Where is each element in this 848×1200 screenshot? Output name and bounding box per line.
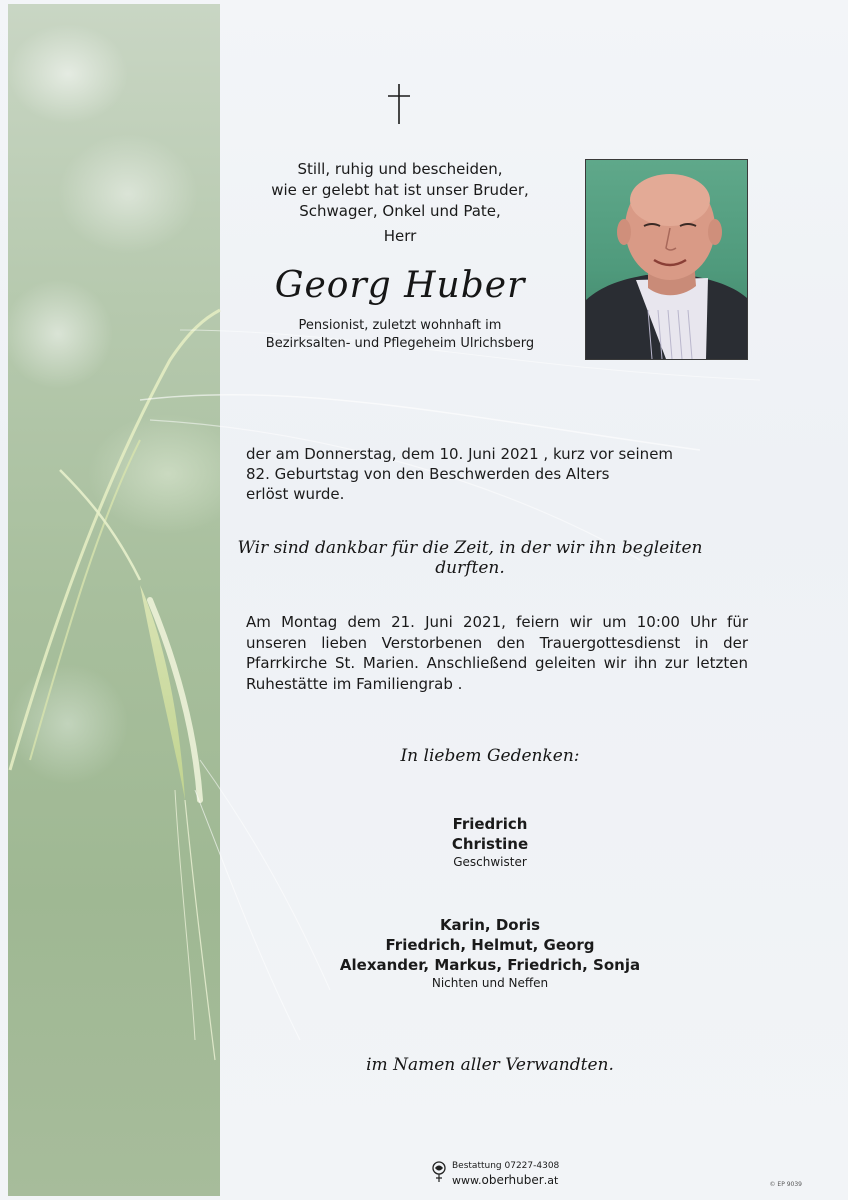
service-announcement: Am Montag dem 21. Juni 2021, feiern wir um 10:00 Uhr für unseren lieben Verstorbenen den Trauergottesdienst in der Pfarrkirche St. Marien. Anschließend geleiten wir ihn zur letzten Ruhestätte im Familiengrab . (246, 613, 748, 693)
portrait-photo (585, 159, 748, 360)
deceased-name: Georg Huber (274, 265, 526, 306)
latin-cross-icon (386, 84, 412, 124)
mourner-group-siblings (380, 814, 600, 870)
mourner-name: Karin, Doris (439, 916, 541, 934)
intro-verse (250, 159, 550, 222)
funeral-home-logo-icon (430, 1160, 450, 1184)
company-url[interactable] (452, 1173, 558, 1187)
verse-line: Schwager, Onkel und Pate, (299, 202, 501, 220)
company-prefix: Bestattung (452, 1161, 502, 1171)
mourner-name: Alexander, Markus, Friedrich, Sonja (339, 956, 641, 974)
portrait-illustration (586, 160, 747, 359)
url-suffix: .at (543, 1174, 559, 1187)
document-code: © EP 9039 (769, 1181, 802, 1188)
occupation-line: Pensionist, zuletzt wohnhaft im (298, 318, 502, 333)
mourner-name: Friedrich (452, 815, 528, 833)
company-phone: 07227-4308 (504, 1161, 560, 1171)
death-notice-line: erlöst wurde. (246, 485, 345, 503)
title-prefix: Herr (383, 227, 417, 245)
url-prefix: www. (452, 1174, 482, 1187)
mourner-name: Christine (451, 835, 529, 853)
death-notice-line: 82. Geburtstag von den Beschwerden des Alters (246, 465, 610, 483)
death-notice (246, 444, 706, 504)
mourner-name: Friedrich, Helmut, Georg (385, 936, 595, 954)
decorative-side-panel (8, 4, 220, 1196)
verse-line: wie er gelebt hat ist unser Bruder, (271, 181, 529, 199)
memory-heading: In liebem Gedenken: (400, 746, 580, 766)
relation-label: Geschwister (453, 855, 527, 869)
funeral-home-footer (430, 1160, 570, 1190)
closing-line: im Namen aller Verwandten. (366, 1055, 614, 1075)
occupation (230, 317, 570, 353)
death-notice-line: der am Donnerstag, dem 10. Juni 2021 , kurz vor seinem (246, 445, 674, 463)
occupation-line: Bezirksalten- und Pflegeheim Ulrichsberg (265, 336, 535, 351)
url-main: oberhuber (481, 1173, 544, 1187)
mourner-group-nieces-nephews (330, 915, 650, 991)
gratitude-line: Wir sind dankbar für die Zeit, in der wir ihn begleiten durften. (237, 538, 703, 578)
verse-line: Still, ruhig und bescheiden, (297, 160, 503, 178)
funeral-home-contact (452, 1161, 559, 1171)
relation-label: Nichten und Neffen (431, 976, 549, 990)
